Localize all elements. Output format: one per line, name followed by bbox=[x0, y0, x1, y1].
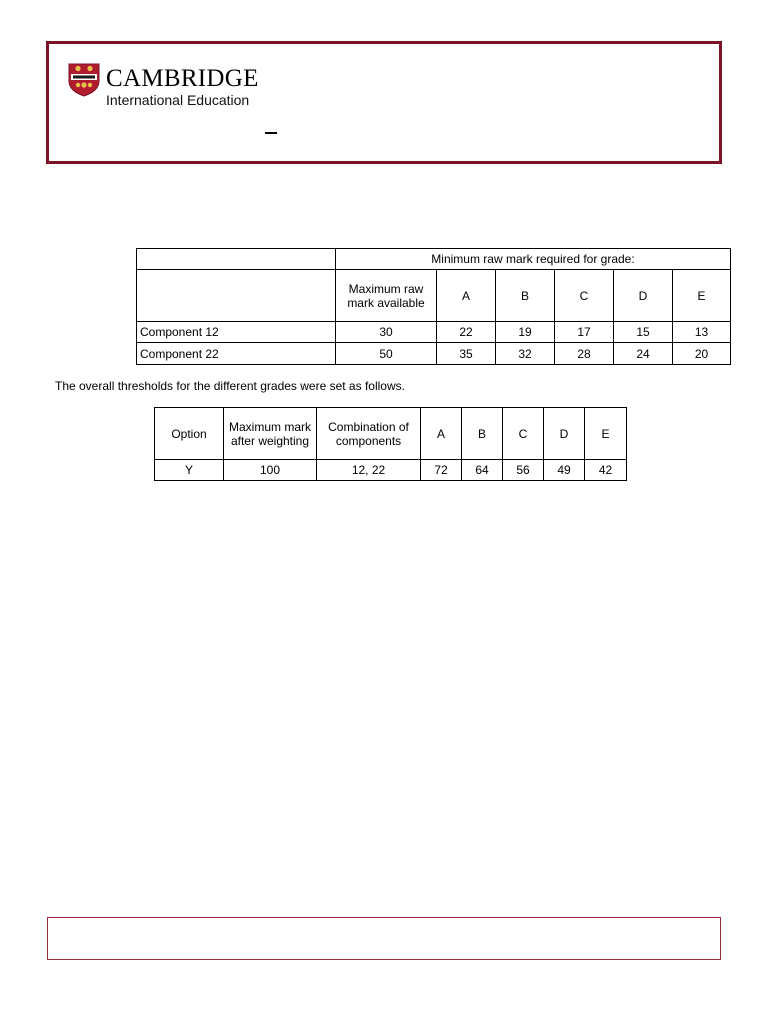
grade-value: 42 bbox=[585, 460, 627, 481]
component-thresholds-table bbox=[136, 248, 731, 365]
empty-cell bbox=[137, 270, 336, 322]
max-mark-value: 100 bbox=[224, 460, 317, 481]
intro-text: The overall thresholds for the different grades were set as follows. bbox=[55, 379, 405, 393]
max-mark-weighting-header: Maximum mark after weighting bbox=[224, 408, 317, 460]
header-box bbox=[46, 41, 722, 164]
cambridge-crest-icon bbox=[68, 63, 100, 97]
grade-group-header: Minimum raw mark required for grade: bbox=[336, 249, 731, 270]
grade-value: 17 bbox=[555, 322, 614, 343]
grade-header: B bbox=[496, 270, 555, 322]
grade-value: 28 bbox=[555, 343, 614, 365]
grade-header: E bbox=[673, 270, 731, 322]
grade-value: 20 bbox=[673, 343, 731, 365]
max-raw-mark-header: Maximum raw mark available bbox=[336, 270, 437, 322]
grade-header: A bbox=[437, 270, 496, 322]
grade-value: 35 bbox=[437, 343, 496, 365]
overall-thresholds-table bbox=[154, 407, 627, 481]
combination-value: 12, 22 bbox=[317, 460, 421, 481]
component-label: Component 12 bbox=[137, 322, 336, 343]
max-mark: 50 bbox=[336, 343, 437, 365]
brand-subtitle: International Education bbox=[106, 92, 250, 108]
option-value: Y bbox=[155, 460, 224, 481]
grade-value: 64 bbox=[462, 460, 503, 481]
grade-value: 13 bbox=[673, 322, 731, 343]
table-row bbox=[155, 460, 627, 481]
grade-header: D bbox=[544, 408, 585, 460]
title-dash bbox=[265, 132, 277, 134]
max-mark: 30 bbox=[336, 322, 437, 343]
grade-value: 56 bbox=[503, 460, 544, 481]
combination-header: Combination of components bbox=[317, 408, 421, 460]
grade-value: 19 bbox=[496, 322, 555, 343]
grade-header: D bbox=[614, 270, 673, 322]
footer-box bbox=[47, 917, 721, 960]
grade-value: 24 bbox=[614, 343, 673, 365]
grade-value: 72 bbox=[421, 460, 462, 481]
grade-header: E bbox=[585, 408, 627, 460]
grade-value: 22 bbox=[437, 322, 496, 343]
grade-header: B bbox=[462, 408, 503, 460]
grade-header: A bbox=[421, 408, 462, 460]
grade-header: C bbox=[555, 270, 614, 322]
empty-cell bbox=[137, 249, 336, 270]
grade-value: 15 bbox=[614, 322, 673, 343]
table-row bbox=[137, 343, 731, 365]
option-header: Option bbox=[155, 408, 224, 460]
grade-header: C bbox=[503, 408, 544, 460]
grade-value: 49 bbox=[544, 460, 585, 481]
component-label: Component 22 bbox=[137, 343, 336, 365]
brand-name: CAMBRIDGE bbox=[106, 65, 259, 92]
table-row bbox=[137, 322, 731, 343]
grade-value: 32 bbox=[496, 343, 555, 365]
